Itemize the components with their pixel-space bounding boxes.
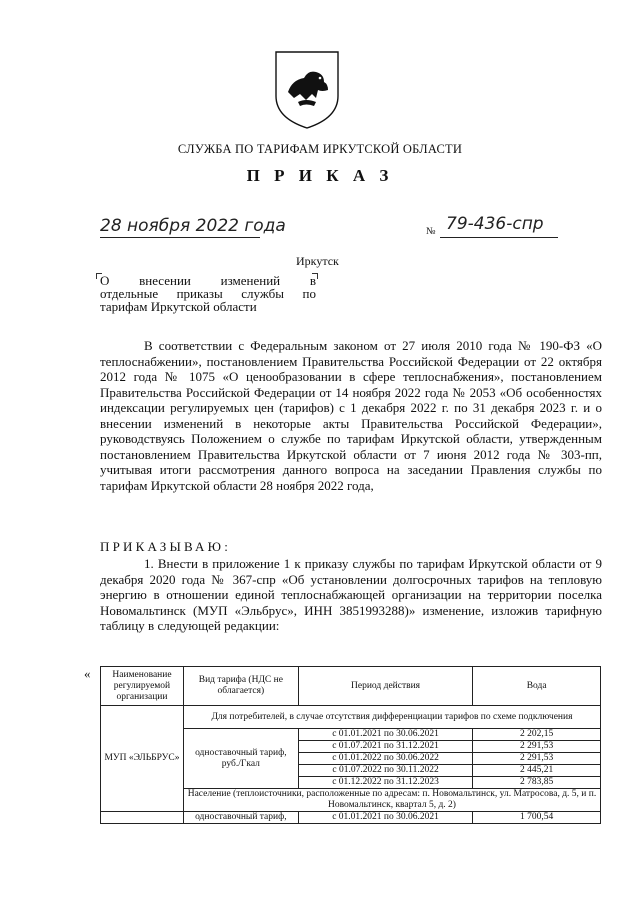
value-cell: 2 202,15 [473, 729, 601, 741]
period-cell: с 01.01.2022 по 30.06.2022 [298, 753, 473, 765]
section-consumers: Для потребителей, в случае отсутствия дифференциации тарифов по схеме подключения [183, 706, 600, 729]
tariff-kind-cell: одноставочный тариф, руб./Гкал [183, 729, 298, 789]
handwritten-number: 79-436-спр [446, 214, 544, 234]
period-cell: с 01.12.2022 по 31.12.2023 [298, 777, 473, 789]
value-cell: 1 700,54 [473, 812, 601, 824]
order-directive-heading: ПРИКАЗЫВАЮ: [100, 539, 232, 554]
table-row [101, 812, 601, 824]
value-cell: 2 783,85 [473, 777, 601, 789]
header-water: Вода [473, 667, 601, 706]
opening-quote-mark: « [84, 666, 91, 681]
section-population: Население (теплоисточники, расположенные по адресам: п. Новомальтинск, ул. Матросова, д. 5, и п. Новомальтинск, квартал 5, д. 2) [183, 789, 600, 812]
tariff-kind-cell: одноставочный тариф, [183, 812, 298, 824]
number-label: № [426, 226, 436, 237]
subject-block [100, 274, 316, 313]
period-cell: с 01.01.2021 по 30.06.2021 [298, 729, 473, 741]
table-row [101, 706, 601, 729]
date-underline [100, 237, 260, 238]
document-type-title: П Р И К А З [246, 166, 394, 185]
subject-line: О внесении изменений в [100, 273, 316, 288]
subject-line: отдельные приказы службы по [100, 286, 316, 301]
empty-org-cell [101, 812, 184, 824]
value-cell: 2 291,53 [473, 741, 601, 753]
order-item-1: 1. Внести в приложение 1 к приказу службы по тарифам Иркутской области от 9 декабря 2020 года № 367-спр «Об установлении долгосрочных тарифов на тепловую энергию в отношении единой теплоснабжающей организации на территории поселка Новомальтинск (МУП «Эльбрус», ИНН 3851993288)» изменение, изложив тарифную таблицу в следующей редакции: [100, 556, 602, 633]
period-cell: с 01.01.2021 по 30.06.2021 [298, 812, 473, 824]
subject-line: тарифам Иркутской области [100, 299, 257, 314]
org-name-cell: МУП «ЭЛЬБРУС» [101, 706, 184, 812]
city-name: Иркутск [296, 254, 339, 268]
tariff-table [100, 666, 601, 824]
coat-of-arms-emblem [272, 48, 342, 130]
agency-name: СЛУЖБА ПО ТАРИФАМ ИРКУТСКОЙ ОБЛАСТИ [177, 142, 463, 156]
header-tariff-type: Вид тарифа (НДС не облагается) [183, 667, 298, 706]
preamble-paragraph: В соответствии с Федеральным законом от 27 июля 2010 года № 190-ФЗ «О теплоснабжении», постановлением Правительства Российской Федерации от 22 октября 2012 года № 1075 «О ценообразовании в сфере теплоснабжения», постановлением Правительства Российской Федерации от 14 ноября 2022 года № 2053 «Об особенностях индексации регулируемых цен (тарифов) с 1 декабря 2022 г. по 31 декабря 2023 г. и о внесении изменений в некоторые акты Правительства Российской Федерации», руководствуясь Положением о службе по тарифам Иркутской области, утвержденным постановлением Правительства Иркутской области от 7 июня 2012 года № 303-пп, учитывая итоги рассмотрения данного вопроса на заседании Правления службы по тарифам Иркутской области 28 ноября 2022 года, [100, 338, 602, 493]
period-cell: с 01.07.2022 по 30.11.2022 [298, 765, 473, 777]
header-period: Период действия [298, 667, 473, 706]
period-cell: с 01.07.2021 по 31.12.2021 [298, 741, 473, 753]
table-header-row [101, 667, 601, 706]
number-underline [440, 237, 558, 238]
handwritten-date: 28 ноября 2022 года [100, 216, 286, 236]
value-cell: 2 445,21 [473, 765, 601, 777]
header-org: Наименование регулируемой организации [101, 667, 184, 706]
value-cell: 2 291,53 [473, 753, 601, 765]
